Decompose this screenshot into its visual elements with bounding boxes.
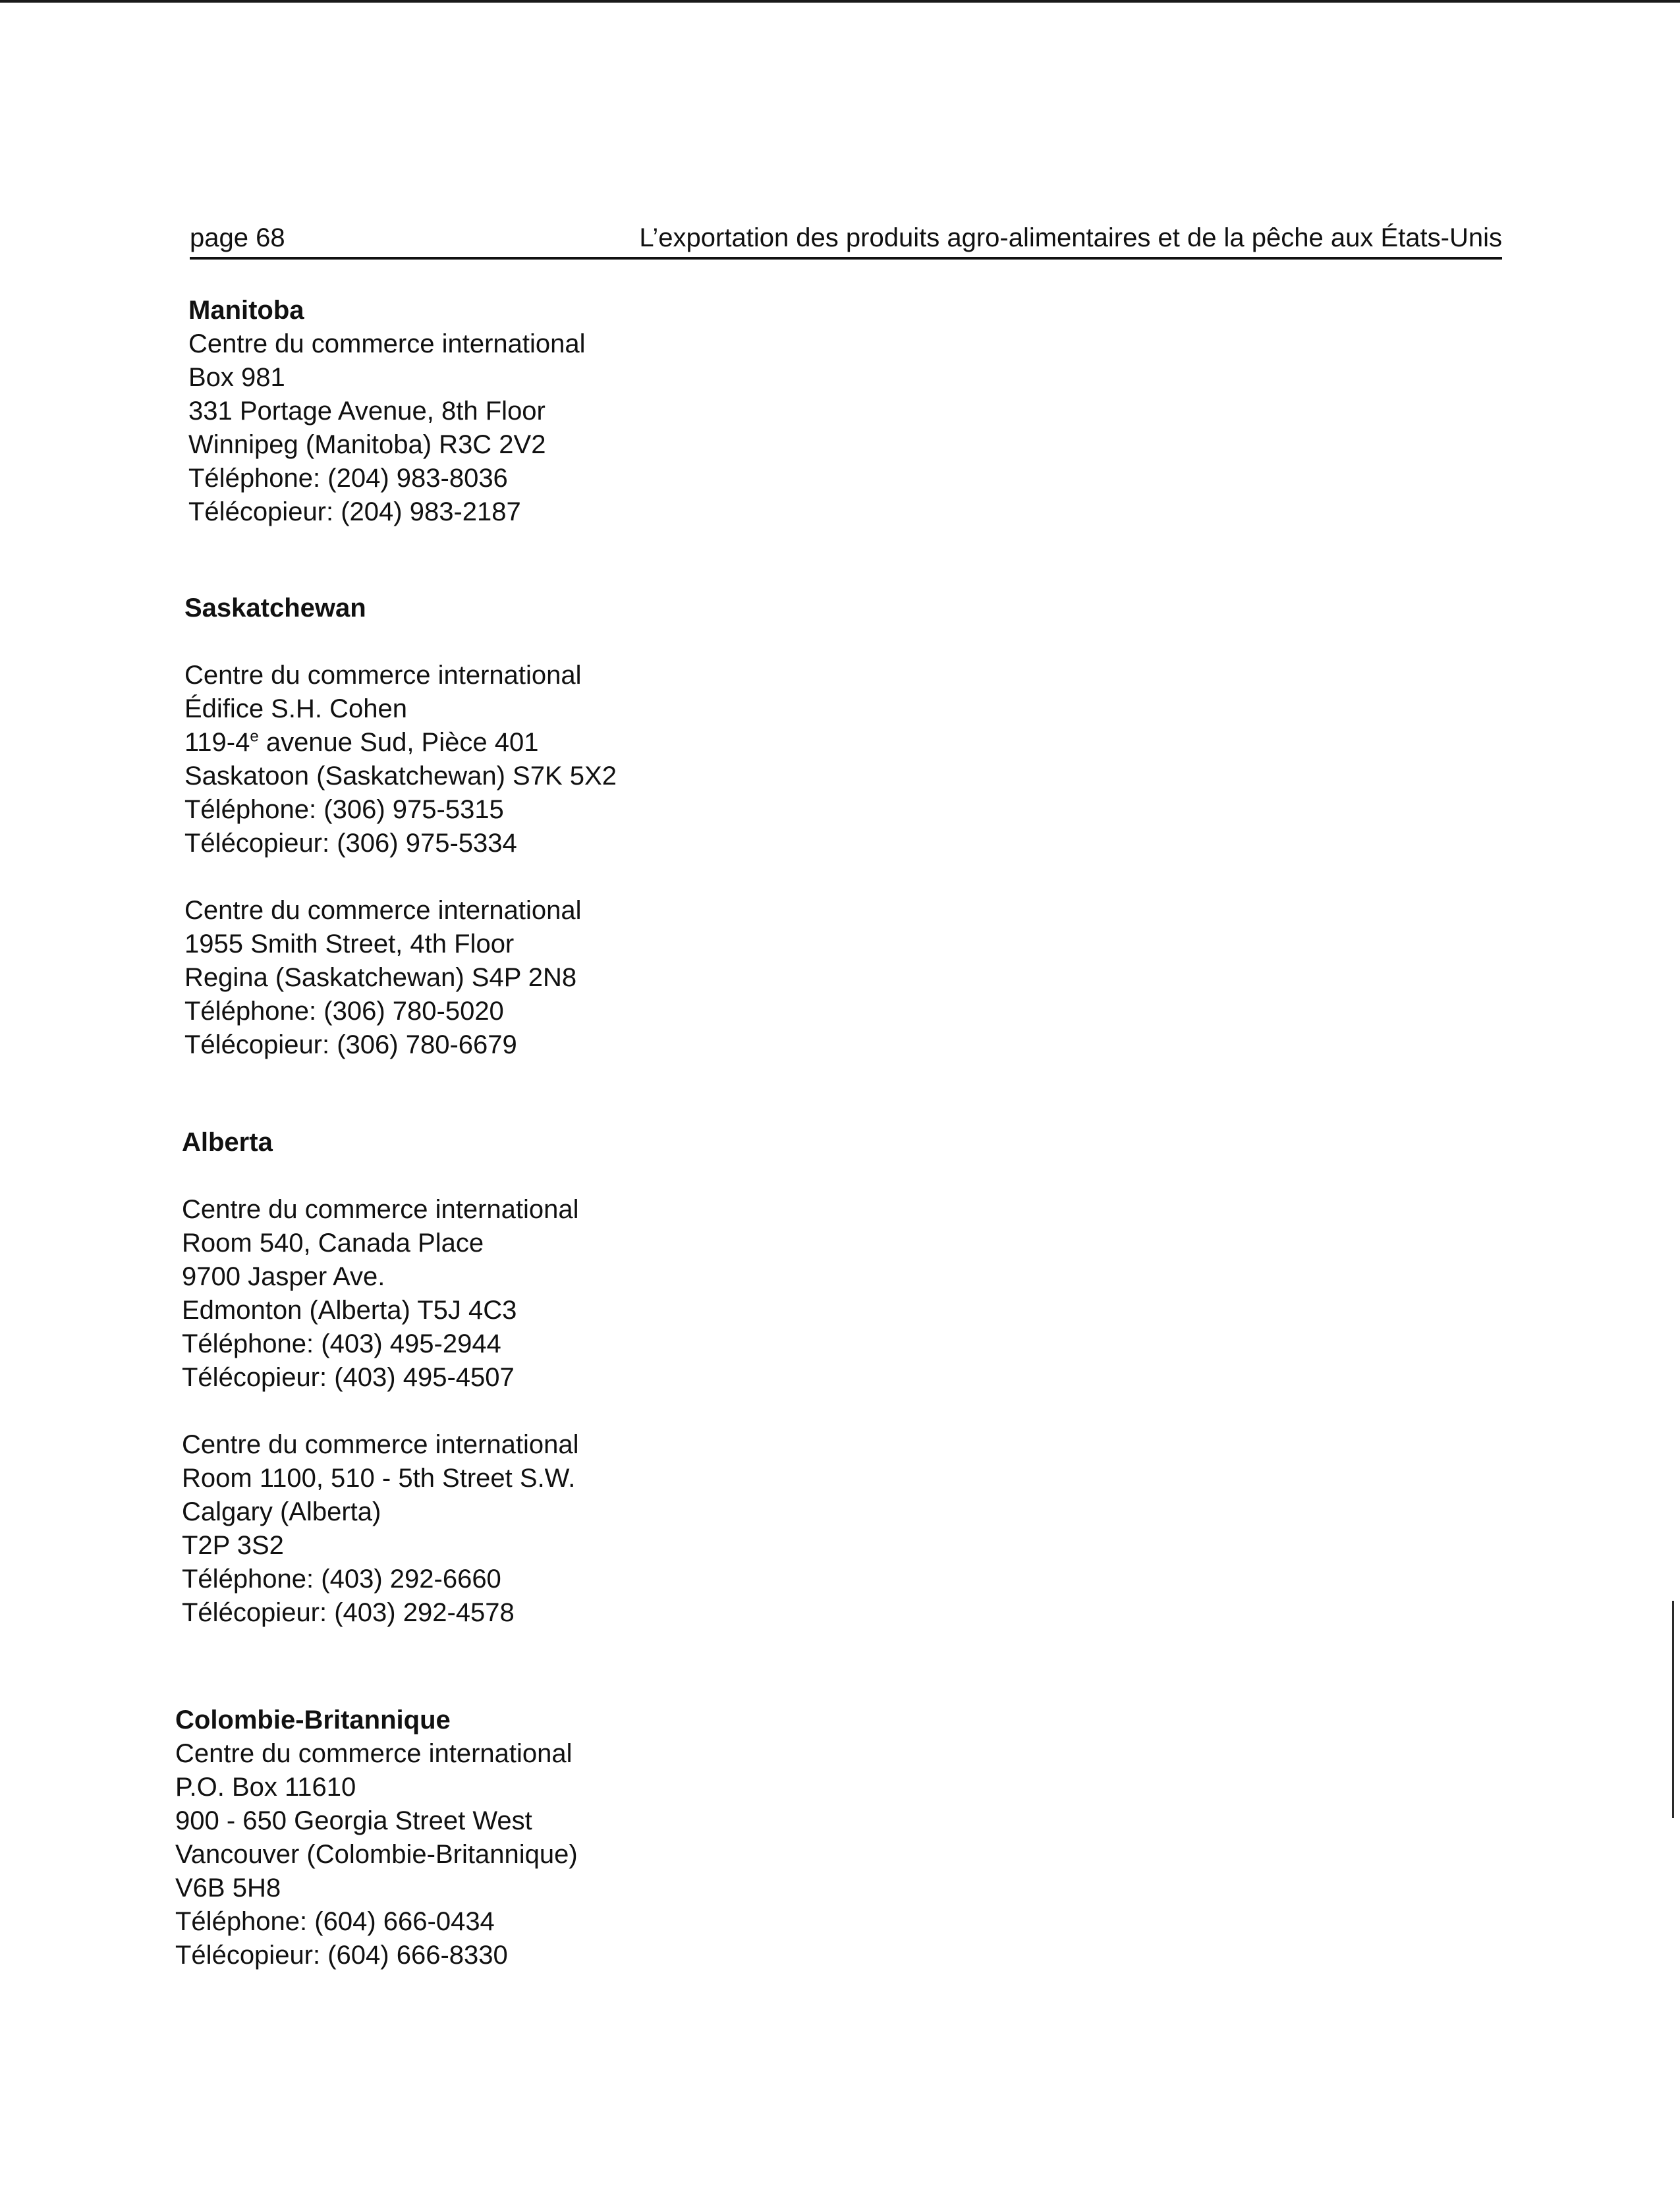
address-line: Vancouver (Colombie-Britannique): [175, 1840, 578, 1869]
address-line: Centre du commerce international: [184, 661, 582, 690]
section-colombie-britannique: [175, 1704, 578, 1972]
phone-line: Téléphone: (403) 495-2944: [182, 1329, 501, 1358]
address-line: Centre du commerce international: [188, 329, 586, 358]
page-header: [190, 217, 1502, 260]
address-line: Saskatoon (Saskatchewan) S7K 5X2: [184, 762, 617, 791]
office-address: [188, 327, 586, 529]
office-address: [184, 894, 617, 1062]
address-line: T2P 3S2: [182, 1531, 284, 1560]
address-line: 9700 Jasper Ave.: [182, 1262, 385, 1291]
section-manitoba: [188, 294, 586, 529]
phone-line: Téléphone: (204) 983-8036: [188, 464, 508, 493]
office-address: [182, 1428, 579, 1630]
address-line: Édifice S.H. Cohen: [184, 694, 407, 723]
office-address: [184, 659, 617, 860]
address-line: 900 - 650 Georgia Street West: [175, 1806, 532, 1835]
section-heading: Manitoba: [188, 296, 304, 325]
phone-line: Téléphone: (306) 975-5315: [184, 795, 504, 824]
address-line: Centre du commerce international: [184, 896, 582, 925]
address-line: Room 1100, 510 - 5th Street S.W.: [182, 1464, 576, 1493]
address-line: Edmonton (Alberta) T5J 4C3: [182, 1296, 517, 1325]
address-line: 331 Portage Avenue, 8th Floor: [188, 397, 546, 426]
fax-line: Télécopieur: (403) 495-4507: [182, 1363, 515, 1392]
address-line: Box 981: [188, 363, 285, 392]
phone-line: Téléphone: (403) 292-6660: [182, 1565, 501, 1594]
address-line: 1955 Smith Street, 4th Floor: [184, 930, 515, 958]
section-heading: Alberta: [182, 1128, 273, 1157]
fax-line: Télécopieur: (204) 983-2187: [188, 497, 521, 526]
section-saskatchewan: [184, 592, 617, 1062]
section-heading: Colombie-Britannique: [175, 1706, 451, 1735]
address-line: Winnipeg (Manitoba) R3C 2V2: [188, 430, 546, 459]
section-alberta: [182, 1126, 579, 1630]
page-number: page 68: [190, 223, 285, 252]
fax-line: Télécopieur: (306) 975-5334: [184, 829, 517, 858]
office-address: [182, 1193, 579, 1395]
address-line: Regina (Saskatchewan) S4P 2N8: [184, 963, 577, 992]
address-line: Centre du commerce international: [182, 1430, 579, 1459]
office-address: [175, 1737, 578, 1972]
phone-line: Téléphone: (604) 666-0434: [175, 1907, 495, 1936]
right-scan-rule: [1672, 1601, 1674, 1818]
section-heading: Saskatchewan: [184, 594, 366, 623]
phone-line: Téléphone: (306) 780-5020: [184, 997, 504, 1026]
fax-line: Télécopieur: (403) 292-4578: [182, 1598, 515, 1627]
address-line: V6B 5H8: [175, 1874, 281, 1902]
address-line: Room 540, Canada Place: [182, 1229, 484, 1258]
address-line: 119-4e avenue Sud, Pièce 401: [184, 727, 539, 757]
document-title: L’exportation des produits agro-alimentaires et de la pêche aux États-Unis: [639, 223, 1502, 252]
top-scan-rule: [0, 0, 1680, 3]
address-line: P.O. Box 11610: [175, 1773, 356, 1802]
fax-line: Télécopieur: (604) 666-8330: [175, 1941, 508, 1970]
address-line: Calgary (Alberta): [182, 1497, 381, 1526]
address-line: Centre du commerce international: [182, 1195, 579, 1224]
fax-line: Télécopieur: (306) 780-6679: [184, 1030, 517, 1059]
address-line: Centre du commerce international: [175, 1739, 573, 1768]
